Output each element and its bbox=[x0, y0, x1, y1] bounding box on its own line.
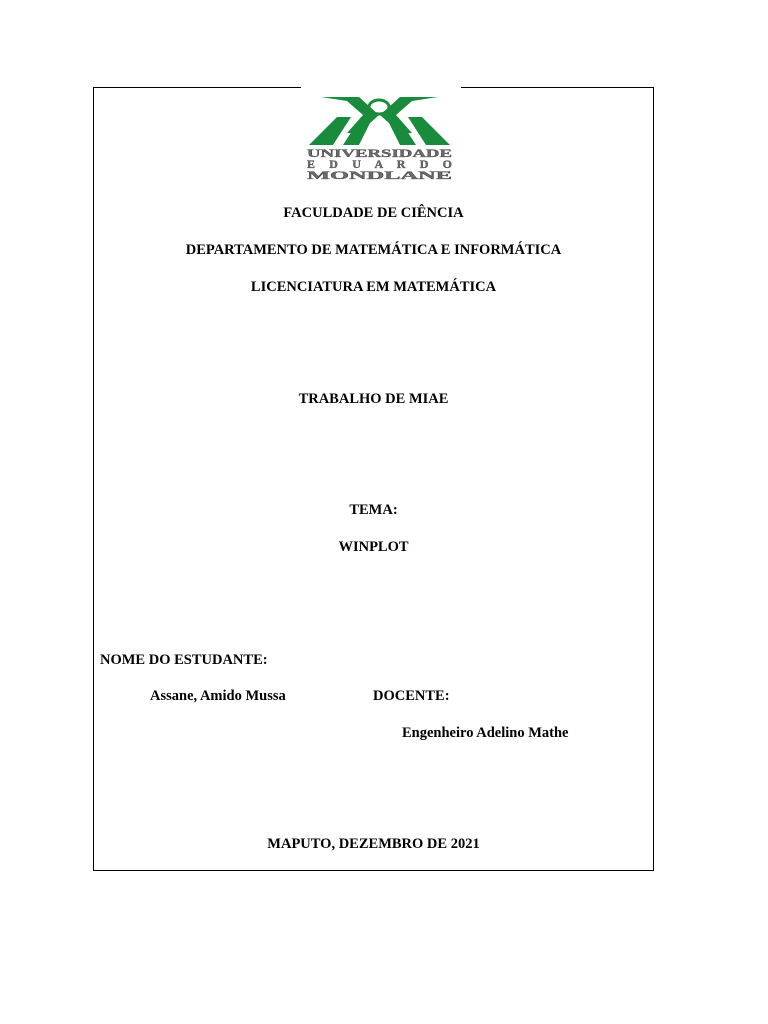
theme-value: WINPLOT bbox=[338, 539, 409, 555]
student-name: Assane, Amido Mussa bbox=[150, 688, 286, 704]
logo-line-1: UNIVERSIDADE bbox=[307, 146, 452, 160]
teacher-name: Engenheiro Adelino Mathe bbox=[402, 725, 569, 741]
student-label: NOME DO ESTUDANTE: bbox=[100, 652, 268, 668]
teacher-label: DOCENTE: bbox=[373, 688, 450, 704]
logo-line-2: E D U A R D O bbox=[307, 157, 452, 171]
university-logo bbox=[303, 93, 456, 183]
faculty-heading: FACULDADE DE CIÊNCIA bbox=[283, 205, 464, 221]
work-title: TRABALHO DE MIAE bbox=[298, 391, 449, 407]
department-heading: DEPARTAMENTO DE MATEMÁTICA E INFORMÁTICA bbox=[185, 242, 562, 258]
place-date: MAPUTO, DEZEMBRO DE 2021 bbox=[267, 836, 480, 852]
border-gap bbox=[301, 80, 461, 94]
degree-heading: LICENCIATURA EM MATEMÁTICA bbox=[250, 279, 497, 295]
theme-label: TEMA: bbox=[349, 502, 398, 518]
logo-line-3: MONDLANE bbox=[307, 168, 452, 182]
